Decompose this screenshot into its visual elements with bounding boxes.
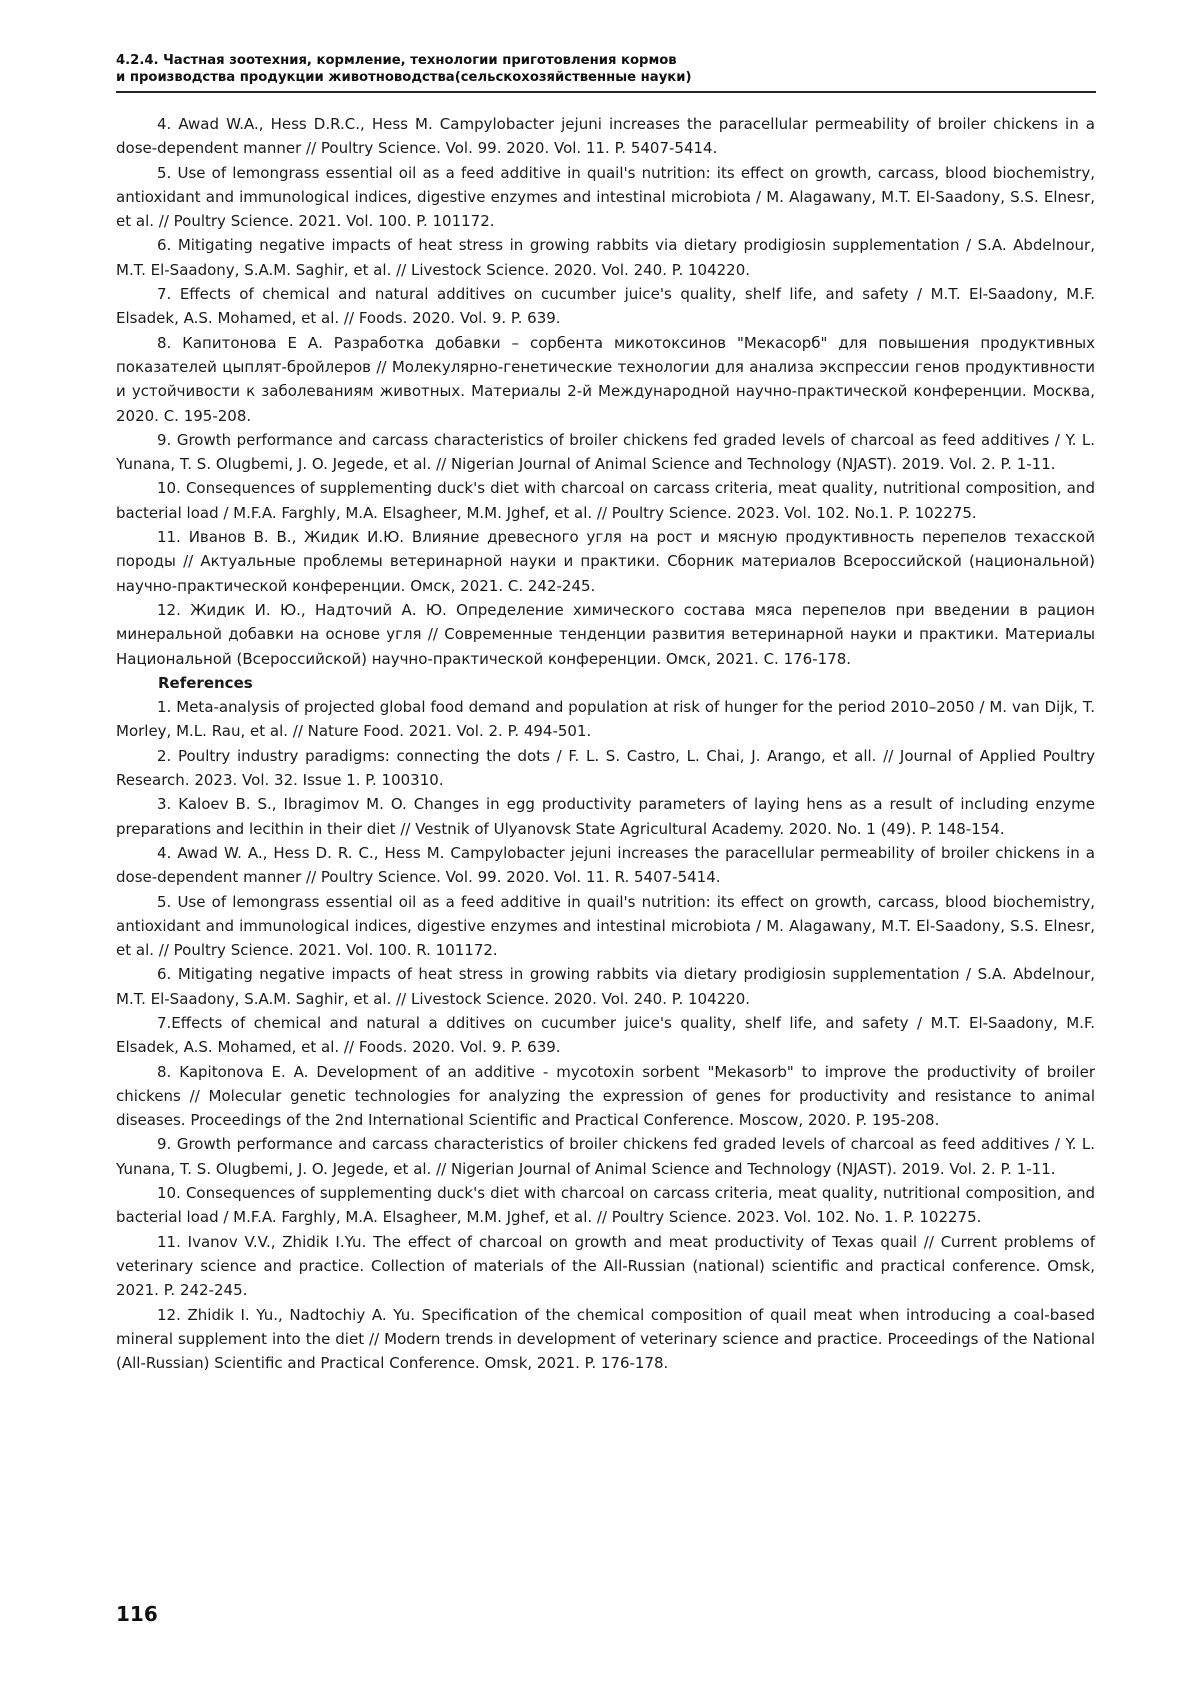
running-header [116,52,1096,93]
reference-entry: 12. Zhidik I. Yu., Nadtochiy A. Yu. Specification of the chemical composition of quail meat when introducing a coal-based mineral supplement into the diet // Modern trends in development of veterinary science and practice. Proceedings of the National (All-Russian) Scientific and Practical Conference. Omsk, 2021. P. 176-178. [116,1303,1095,1376]
reference-entry: 6. Mitigating negative impacts of heat stress in growing rabbits via dietary prodigiosin supplementation / S.A. Abdelnour, M.T. El-Saadony, S.A.M. Saghir, et al. // Livestock Science. 2020. Vol. 240. P. 104220. [116,962,1095,1011]
reference-entry: 3. Kaloev B. S., Ibragimov M. O. Changes in egg productivity parameters of laying hens as a result of including enzyme preparations and lecithin in their diet // Vestnik of Ulyanovsk State Agricultural Academy. 2020. No. 1 (49). P. 148-154. [116,792,1095,841]
reference-entry: 8. Kapitonova E. A. Development of an additive - mycotoxin sorbent "Mekasorb" to improve the productivity of broiler chickens // Molecular genetic technologies for analyzing the expression of genes for productivity and resistance to animal diseases. Proceedings of the 2nd International Scientific and Practical Conference. Moscow, 2020. P. 195-208. [116,1060,1095,1133]
header-line-2: и производства продукции животноводства(сельскохозяйственные науки) [116,69,1096,86]
reference-entry: 1. Meta-analysis of projected global food demand and population at risk of hunger for the period 2010–2050 / M. van Dijk, T. Morley, M.L. Rau, et al. // Nature Food. 2021. Vol. 2. P. 494-501. [116,695,1095,744]
reference-entry: 2. Poultry industry paradigms: connecting the dots / F. L. S. Castro, L. Chai, J. Arango, et all. // Journal of Applied Poultry Research. 2023. Vol. 32. Issue 1. P. 100310. [116,744,1095,793]
literature-entry: 8. Капитонова Е А. Разработка добавки – сорбента микотоксинов "Мекасорб" для повышения продуктивных показателей цыплят-бройлеров // Молекулярно-генетические технологии для анализа экспрессии генов продуктивности и устойчивости к заболеваниям животных. Материалы 2-й Международной научно-практической конференции. Москва, 2020. С. 195-208. [116,331,1095,428]
reference-entry: 9. Growth performance and carcass characteristics of broiler chickens fed graded levels of charcoal as feed additives / Y. L. Yunana, T. S. Olugbemi, J. O. Jegede, et al. // Nigerian Journal of Animal Science and Technology (NJAST). 2019. Vol. 2. P. 1-11. [116,1132,1095,1181]
document-body [116,112,1095,1375]
header-line-1: 4.2.4. Частная зоотехния, кормление, технологии приготовления кормов [116,52,1096,69]
references-heading: References [116,671,1095,695]
reference-entry: 7.Effects of chemical and natural a dditives on cucumber juice's quality, shelf life, and safety / M.T. El-Saadony, M.F. Elsadek, A.S. Mohamed, et al. // Foods. 2020. Vol. 9. P. 639. [116,1011,1095,1060]
reference-entry: 5. Use of lemongrass essential oil as a feed additive in quail's nutrition: its effect on growth, carcass, blood biochemistry, antioxidant and immunological indices, digestive enzymes and intestinal microbiota / M. Alagawany, M.T. El-Saadony, S.S. Elnesr, et al. // Poultry Science. 2021. Vol. 100. R. 101172. [116,890,1095,963]
literature-entry: 5. Use of lemongrass essential oil as a feed additive in quail's nutrition: its effect on growth, carcass, blood biochemistry, antioxidant and immunological indices, digestive enzymes and intestinal microbiota / M. Alagawany, M.T. El-Saadony, S.S. Elnesr, et al. // Poultry Science. 2021. Vol. 100. P. 101172. [116,161,1095,234]
literature-entry: 12. Жидик И. Ю., Надточий А. Ю. Определение химического состава мяса перепелов при введении в рацион минеральной добавки на основе угля // Современные тенденции развития ветеринарной науки и практики. Материалы Национальной (Всероссийской) научно-практической конференции. Омск, 2021. С. 176-178. [116,598,1095,671]
reference-entry: 4. Awad W. A., Hess D. R. C., Hess M. Campylobacter jejuni increases the paracellular permeability of broiler chickens in a dose-dependent manner // Poultry Science. Vol. 99. 2020. Vol. 11. R. 5407-5414. [116,841,1095,890]
reference-entry: 10. Consequences of supplementing duck's diet with charcoal on carcass criteria, meat quality, nutritional composition, and bacterial load / M.F.A. Farghly, M.A. Elsagheer, M.M. Jghef, et al. // Poultry Science. 2023. Vol. 102. No. 1. P. 102275. [116,1181,1095,1230]
literature-entry: 6. Mitigating negative impacts of heat stress in growing rabbits via dietary prodigiosin supplementation / S.A. Abdelnour, M.T. El-Saadony, S.A.M. Saghir, et al. // Livestock Science. 2020. Vol. 240. P. 104220. [116,233,1095,282]
literature-entry: 7. Effects of chemical and natural additives on cucumber juice's quality, shelf life, and safety / M.T. El-Saadony, M.F. Elsadek, A.S. Mohamed, et al. // Foods. 2020. Vol. 9. P. 639. [116,282,1095,331]
literature-entry: 4. Awad W.A., Hess D.R.C., Hess M. Campylobacter jejuni increases the paracellular permeability of broiler chickens in a dose-dependent manner // Poultry Science. Vol. 99. 2020. Vol. 11. P. 5407-5414. [116,112,1095,161]
literature-entry: 9. Growth performance and carcass characteristics of broiler chickens fed graded levels of charcoal as feed additives / Y. L. Yunana, T. S. Olugbemi, J. O. Jegede, et al. // Nigerian Journal of Animal Science and Technology (NJAST). 2019. Vol. 2. P. 1-11. [116,428,1095,477]
literature-entry: 10. Consequences of supplementing duck's diet with charcoal on carcass criteria, meat quality, nutritional composition, and bacterial load / M.F.A. Farghly, M.A. Elsagheer, M.M. Jghef, et al. // Poultry Science. 2023. Vol. 102. No.1. P. 102275. [116,476,1095,525]
literature-entry: 11. Иванов В. В., Жидик И.Ю. Влияние древесного угля на рост и мясную продуктивность перепелов техасской породы // Актуальные проблемы ветеринарной науки и практики. Сборник материалов Всероссийской (национальной) научно-практической конференции. Омск, 2021. С. 242-245. [116,525,1095,598]
page-number: 116 [116,1602,158,1626]
reference-entry: 11. Ivanov V.V., Zhidik I.Yu. The effect of charcoal on growth and meat productivity of Texas quail // Current problems of veterinary science and practice. Collection of materials of the All-Russian (national) scientific and practical conference. Omsk, 2021. P. 242-245. [116,1230,1095,1303]
